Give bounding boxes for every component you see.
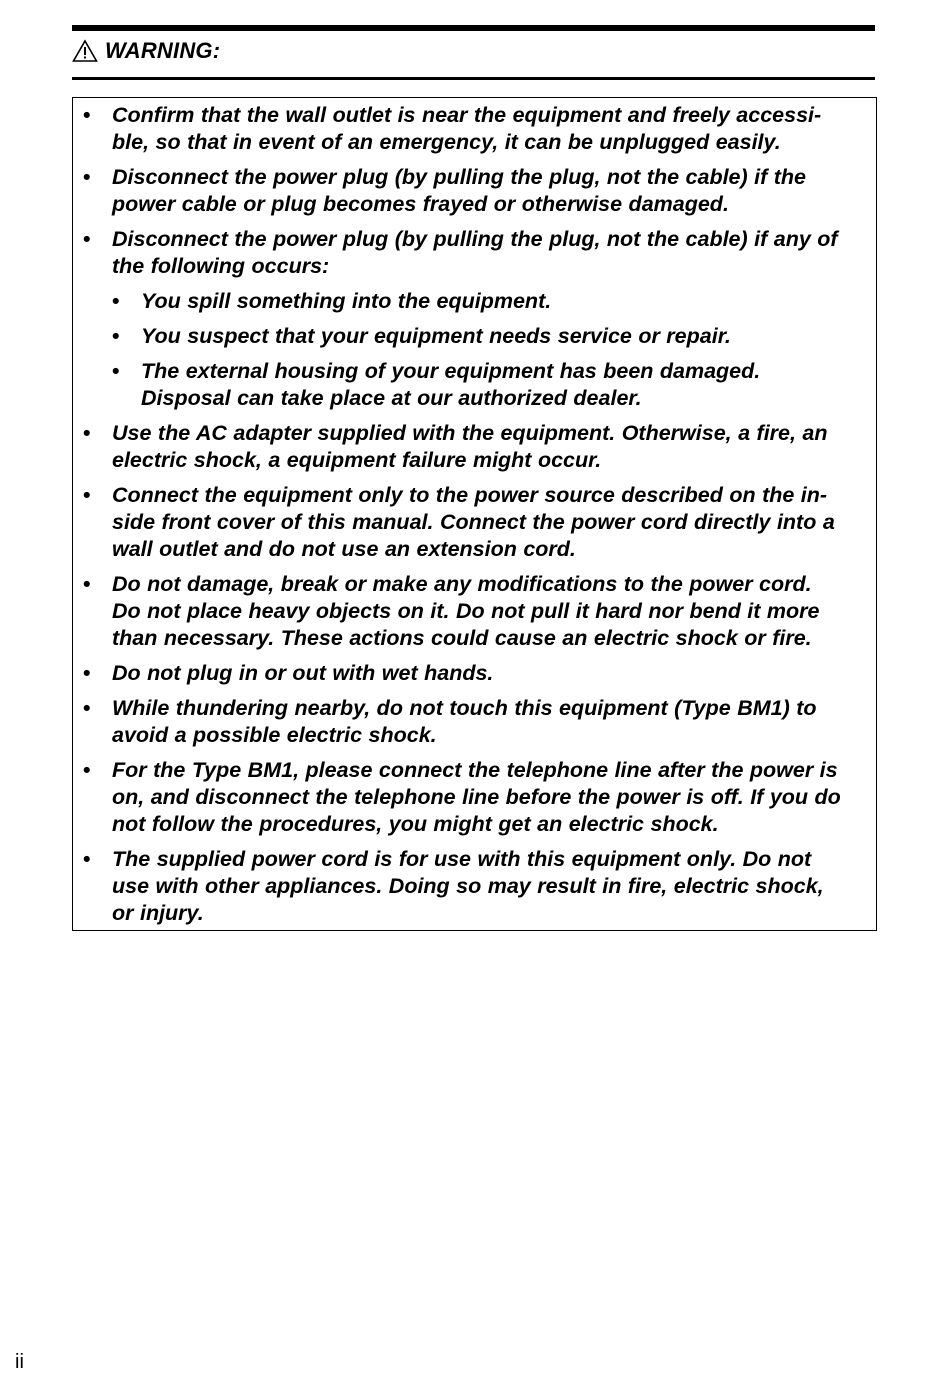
list-item-line: Disconnect the power plug (by pulling the plug, not the cable) if any of [112,227,838,251]
list-item-line: For the Type BM1, please connect the telephone line after the power is [112,758,838,782]
list-item-line: The external housing of your equipment has been damaged. [141,359,761,383]
heading-rule [72,77,875,80]
list-item-line: use with other appliances. Doing so may result in fire, electric shock, [112,874,824,898]
list-item-line: not follow the procedures, you might get an electric shock. [112,812,719,836]
list-item [112,571,870,652]
list-item [112,846,870,927]
list-item [112,420,870,474]
list-item-line: Disposal can take place at our authorized dealer. [141,386,642,410]
warning-heading-text: WARNING: [105,38,221,63]
list-item [112,102,870,156]
list-item [112,226,870,280]
warning-triangle-icon [72,39,98,63]
sub-list-item [141,288,870,315]
top-rule [72,25,875,31]
list-item [112,482,870,563]
list-item-line: You suspect that your equipment needs service or repair. [141,324,731,348]
list-item-line: electric shock, a equipment failure might occur. [112,448,602,472]
sub-list-item [141,323,870,350]
list-item-line: than necessary. These actions could cause an electric shock or fire. [112,626,812,650]
list-item-line: avoid a possible electric shock. [112,723,437,747]
list-item-line: wall outlet and do not use an extension cord. [112,537,576,561]
list-item [112,695,870,749]
list-item-line: Disconnect the power plug (by pulling the plug, not the cable) if the [112,165,806,189]
list-item-line: Use the AC adapter supplied with the equipment. Otherwise, a fire, an [112,421,828,445]
list-item-line: or injury. [112,901,204,925]
list-item-line: While thundering nearby, do not touch this equipment (Type BM1) to [112,696,817,720]
list-item-line: the following occurs: [112,254,330,278]
list-item-line: You spill something into the equipment. [141,289,552,313]
list-item-line: Do not damage, break or make any modifications to the power cord. [112,572,812,596]
list-item-line: Connect the equipment only to the power source described on the in- [112,483,828,507]
list-item-line: on, and disconnect the telephone line before the power is off. If you do [112,785,841,809]
page-number: ii [15,1351,24,1373]
list-item-line: power cable or plug becomes frayed or otherwise damaged. [112,192,729,216]
list-item-line: Do not plug in or out with wet hands. [112,661,494,685]
warning-heading [72,36,220,66]
list-item-line: The supplied power cord is for use with this equipment only. Do not [112,847,812,871]
list-item-line: Confirm that the wall outlet is near the equipment and freely accessi- [112,103,822,127]
warning-list [73,102,876,927]
list-item [112,164,870,218]
sub-list-item [141,358,870,412]
list-item [112,757,870,838]
list-item-line: Do not place heavy objects on it. Do not pull it hard nor bend it more [112,599,820,623]
list-item-line: ble, so that in event of an emergency, it can be unplugged easily. [112,130,781,154]
list-item-line: side front cover of this manual. Connect the power cord directly into a [112,510,835,534]
warning-box [72,97,877,931]
list-item [112,660,870,687]
